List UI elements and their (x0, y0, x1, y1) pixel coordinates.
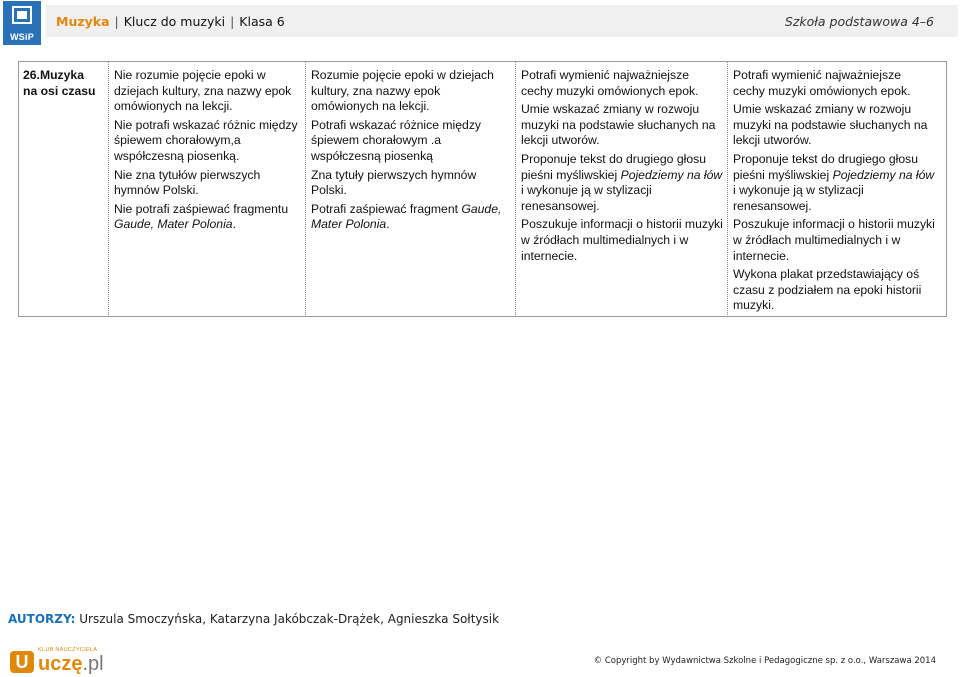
course-name: Klucz do muzyki (123, 13, 226, 29)
lesson-number: 26.Muzyka (23, 68, 84, 82)
requirement-text: Potrafi zaśpiewać fragment (311, 201, 462, 216)
requirement-text: Proponuje tekst do drugiego głosu pieśni myśliwskiej (521, 151, 706, 182)
subject-name: Muzyka (56, 13, 110, 29)
requirement-item (311, 118, 511, 165)
song-title: Gaude, Mater Polonia (311, 201, 502, 232)
header-breadcrumb: Muzyka | Klucz do muzyki | Klasa 6 (56, 13, 285, 29)
ucze-logo-icon: U (10, 651, 34, 673)
requirement-text: Wykona plakat przedstawiający oś czasu z podziałem na epoki historii muzyki. (733, 267, 922, 313)
requirement-text: i wykonuje ją w stylizacji renesansowej. (733, 183, 864, 213)
requirement-text: Nie rozumie pojęcie epoki w dziejach kultury, zna nazwy epok omówionych na lekcji. (114, 68, 292, 114)
grade-column (305, 62, 515, 317)
requirement-item (521, 152, 723, 214)
requirement-item (521, 102, 723, 149)
authors-line (8, 612, 499, 626)
requirement-text: Potrafi wymienić najważniejsze cechy muzyki omówionych epok. (733, 68, 911, 98)
song-title: Gaude, Mater Polonia (114, 217, 233, 232)
requirement-text: Rozumie pojęcie epoki w dziejach kultury, zna nazwy epok omówionych na lekcji. (311, 68, 494, 114)
requirement-text: Nie potrafi wskazać różnic między śpiewem chorałowym,a współczesną piosenką. (114, 117, 298, 163)
requirement-item (733, 217, 936, 264)
ucze-logo-tld: .pl (82, 653, 104, 675)
wsip-logo-text: WSiP (10, 32, 34, 42)
requirement-text: Poszukuje informacji o historii muzyki w źródłach multimedialnych i w internecie. (733, 217, 935, 263)
requirement-item (311, 202, 511, 233)
grade-column (515, 62, 727, 317)
song-title: Pojedziemy na łów (620, 167, 723, 182)
requirement-item (114, 68, 301, 115)
ucze-club-label: KLUB NAUCZYCIELA (38, 647, 98, 653)
requirement-item (114, 202, 301, 233)
requirement-text: Umie wskazać zmiany w rozwoju muzyki na podstawie słuchanych na lekcji utworów. (521, 102, 716, 148)
requirement-item (521, 68, 723, 99)
requirement-item (114, 168, 301, 199)
requirement-item (311, 68, 511, 115)
requirement-item (733, 68, 936, 99)
requirement-text: Nie potrafi zaśpiewać fragmentu (114, 201, 289, 216)
requirement-text: Umie wskazać zmiany w rozwoju muzyki na podstawie słuchanych na lekcji utworów. (733, 102, 928, 148)
ucze-logo-word: uczę (38, 653, 83, 675)
requirement-item (733, 102, 936, 149)
requirement-item (733, 152, 936, 214)
requirement-text: i wykonuje ją w stylizacji renesansowej. (521, 183, 652, 213)
copyright-notice: © Copyright by Wydawnictwa Szkolne i Pedagogiczne sp. z o.o., Warszawa 2014 (593, 656, 936, 666)
requirements-table (18, 61, 947, 317)
lesson-topic: na osi czasu (23, 83, 96, 98)
lesson-title-cell (19, 62, 108, 317)
grade-column (727, 62, 940, 317)
grade-name: Klasa 6 (239, 13, 285, 29)
requirement-text: Potrafi wskazać różnice między śpiewem chorałowym .a współczesną piosenką (311, 117, 482, 163)
grade-column (108, 62, 305, 317)
song-title: Pojedziemy na łów (832, 167, 935, 182)
wsip-logo (3, 1, 41, 45)
requirement-text: Potrafi wymienić najważniejsze cechy muzyki omówionych epok. (521, 68, 699, 98)
book-icon (12, 6, 32, 24)
requirement-text: Proponuje tekst do drugiego głosu pieśni myśliwskiej (733, 151, 918, 182)
authors-label: AUTORZY: (8, 612, 76, 626)
school-level: Szkoła podstawowa 4–6 (784, 13, 934, 29)
requirement-text: . (232, 217, 236, 232)
requirement-text: . (386, 217, 390, 232)
requirement-text: Poszukuje informacji o historii muzyki w źródłach multimedialnych i w internecie. (521, 217, 723, 263)
requirement-text: Nie zna tytułów pierwszych hymnów Polski. (114, 167, 261, 198)
authors-names: Urszula Smoczyńska, Katarzyna Jakóbczak-Drążek, Agnieszka Sołtysik (79, 612, 500, 626)
requirement-item (521, 217, 723, 264)
page-header (46, 5, 958, 37)
requirement-item (114, 118, 301, 165)
requirement-item (311, 168, 511, 199)
requirement-item (733, 267, 936, 314)
requirement-text: Zna tytuły pierwszych hymnów Polski. (311, 167, 477, 198)
ucze-logo (8, 647, 118, 677)
